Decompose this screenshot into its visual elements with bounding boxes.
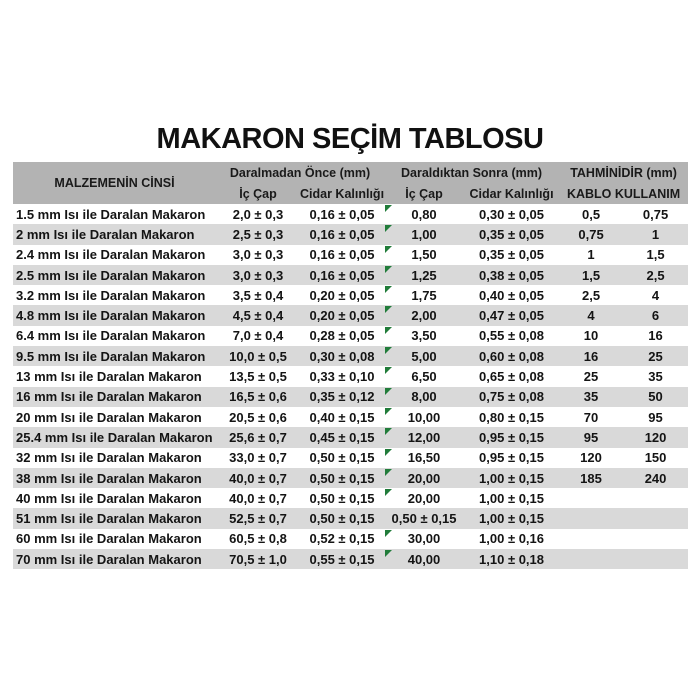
cell-cable-usage-max-value: 35 bbox=[648, 369, 663, 385]
cell-cable-usage-max-value: 95 bbox=[648, 409, 663, 425]
cell-wall-thickness-before bbox=[300, 427, 384, 447]
cell-inner-diameter-before bbox=[216, 549, 300, 569]
cell-wall-thickness-after bbox=[464, 305, 559, 325]
cell-inner-diameter-after bbox=[384, 529, 464, 549]
table-row bbox=[13, 366, 688, 386]
cell-inner-diameter-before-value: 3,5 ± 0,4 bbox=[232, 287, 284, 303]
cell-cable-usage-min bbox=[559, 387, 623, 407]
cell-cable-usage-max-value: 1 bbox=[651, 226, 660, 242]
cell-wall-thickness-after bbox=[464, 204, 559, 224]
cell-inner-diameter-after bbox=[384, 265, 464, 285]
cell-wall-thickness-before bbox=[300, 448, 384, 468]
cell-inner-diameter-after-value: 8,00 bbox=[411, 389, 437, 405]
cell-inner-diameter-after-value: 0,80 bbox=[411, 206, 437, 222]
cell-cable-usage-min-value: 95 bbox=[583, 429, 599, 445]
cell-inner-diameter-before-value: 4,5 ± 0,4 bbox=[232, 308, 284, 324]
cell-wall-thickness-before-value: 0,35 ± 0,12 bbox=[309, 389, 375, 405]
cell-wall-thickness-after bbox=[464, 346, 559, 366]
cell-inner-diameter-after-value: 0,50 ± 0,15 bbox=[391, 511, 457, 527]
cell-inner-diameter-after bbox=[384, 407, 464, 427]
cell-material-value: 40 mm Isı ile Daralan Makaron bbox=[16, 490, 202, 506]
table-row bbox=[13, 488, 688, 508]
cell-material bbox=[13, 285, 216, 305]
cell-cable-usage-min-value: 10 bbox=[583, 328, 599, 344]
cell-inner-diameter-before-value: 3,0 ± 0,3 bbox=[232, 267, 284, 283]
cell-wall-thickness-before bbox=[300, 387, 384, 407]
cell-wall-thickness-before-value: 0,50 ± 0,15 bbox=[309, 470, 375, 486]
green-corner-marker-icon bbox=[385, 367, 392, 374]
table-row bbox=[13, 305, 688, 325]
cell-inner-diameter-before bbox=[216, 407, 300, 427]
cell-cable-usage-max-value: 120 bbox=[644, 429, 667, 445]
cell-material bbox=[13, 305, 216, 325]
green-corner-marker-icon bbox=[385, 286, 392, 293]
cell-material bbox=[13, 224, 216, 244]
cell-wall-thickness-after bbox=[464, 326, 559, 346]
table-row bbox=[13, 529, 688, 549]
header-group-after-shrink: Daraldıktan Sonra (mm) bbox=[384, 162, 559, 183]
cell-wall-thickness-before-value: 0,50 ± 0,15 bbox=[309, 490, 375, 506]
header-inner-diameter-after: İç Çap bbox=[384, 183, 464, 204]
cell-material-value: 13 mm Isı ile Daralan Makaron bbox=[16, 369, 202, 385]
green-corner-marker-icon bbox=[385, 306, 392, 313]
green-corner-marker-icon bbox=[385, 205, 392, 212]
cell-wall-thickness-before-value: 0,33 ± 0,10 bbox=[309, 369, 375, 385]
cell-cable-usage-min bbox=[559, 529, 623, 549]
cell-inner-diameter-after bbox=[384, 488, 464, 508]
cell-cable-usage-min-value: 35 bbox=[583, 389, 599, 405]
cell-wall-thickness-before bbox=[300, 285, 384, 305]
cell-material-value: 51 mm Isı ile Daralan Makaron bbox=[16, 511, 202, 527]
cell-wall-thickness-after-value: 0,55 ± 0,08 bbox=[479, 328, 544, 344]
cell-wall-thickness-after-value: 1,00 ± 0,15 bbox=[479, 470, 544, 486]
cell-wall-thickness-before-value: 0,50 ± 0,15 bbox=[309, 450, 375, 466]
cell-wall-thickness-after bbox=[464, 427, 559, 447]
cell-wall-thickness-after-value: 0,35 ± 0,05 bbox=[479, 247, 544, 263]
cell-wall-thickness-after bbox=[464, 549, 559, 569]
cell-wall-thickness-before-value: 0,50 ± 0,15 bbox=[309, 511, 375, 527]
cell-inner-diameter-after-value: 1,00 bbox=[411, 226, 437, 242]
cell-material bbox=[13, 326, 216, 346]
header-inner-diameter-before: İç Çap bbox=[216, 183, 300, 204]
cell-wall-thickness-after bbox=[464, 224, 559, 244]
green-corner-marker-icon bbox=[385, 428, 392, 435]
header-group-estimate: TAHMİNİDİR (mm) bbox=[559, 162, 688, 183]
cell-inner-diameter-before-value: 7,0 ± 0,4 bbox=[232, 328, 284, 344]
table-row bbox=[13, 204, 688, 224]
cell-inner-diameter-after bbox=[384, 305, 464, 325]
green-corner-marker-icon bbox=[385, 530, 392, 537]
cell-cable-usage-min-value: 0,75 bbox=[578, 226, 604, 242]
cell-inner-diameter-before-value: 40,0 ± 0,7 bbox=[229, 490, 287, 506]
cell-inner-diameter-after-value: 16,50 bbox=[407, 450, 441, 466]
cell-wall-thickness-after-value: 0,65 ± 0,08 bbox=[479, 369, 544, 385]
cell-inner-diameter-after bbox=[384, 204, 464, 224]
cell-cable-usage-max bbox=[623, 427, 688, 447]
cell-inner-diameter-after bbox=[384, 326, 464, 346]
cell-wall-thickness-before-value: 0,28 ± 0,05 bbox=[309, 328, 375, 344]
cell-material-value: 70 mm Isı ile Daralan Makaron bbox=[16, 551, 202, 567]
cell-inner-diameter-before bbox=[216, 265, 300, 285]
cell-wall-thickness-after-value: 0,30 ± 0,05 bbox=[479, 206, 544, 222]
cell-inner-diameter-after bbox=[384, 387, 464, 407]
green-corner-marker-icon bbox=[385, 449, 392, 456]
cell-inner-diameter-after bbox=[384, 346, 464, 366]
cell-inner-diameter-before-value: 10,0 ± 0,5 bbox=[229, 348, 287, 364]
cell-inner-diameter-before-value: 3,0 ± 0,3 bbox=[232, 247, 284, 263]
cell-wall-thickness-after bbox=[464, 366, 559, 386]
table-row bbox=[13, 387, 688, 407]
cell-inner-diameter-before bbox=[216, 448, 300, 468]
cell-cable-usage-min bbox=[559, 285, 623, 305]
cell-cable-usage-max bbox=[623, 326, 688, 346]
cell-material-value: 1.5 mm Isı ile Daralan Makaron bbox=[16, 206, 206, 222]
cell-cable-usage-min bbox=[559, 427, 623, 447]
cell-wall-thickness-before-value: 0,40 ± 0,15 bbox=[309, 409, 375, 425]
cell-wall-thickness-after-value: 0,47 ± 0,05 bbox=[479, 308, 544, 324]
cell-inner-diameter-after-value: 1,75 bbox=[411, 287, 437, 303]
cell-cable-usage-max-value: 25 bbox=[648, 348, 663, 364]
cell-cable-usage-min bbox=[559, 265, 623, 285]
green-corner-marker-icon bbox=[385, 489, 392, 496]
cell-inner-diameter-after-value: 6,50 bbox=[411, 369, 437, 385]
cell-cable-usage-max bbox=[623, 265, 688, 285]
cell-inner-diameter-after bbox=[384, 508, 464, 528]
header-material-type: MALZEMENİN CİNSİ bbox=[13, 162, 216, 204]
cell-wall-thickness-before-value: 0,16 ± 0,05 bbox=[309, 267, 375, 283]
cell-cable-usage-max bbox=[623, 366, 688, 386]
header-row-groups bbox=[13, 162, 688, 183]
cell-cable-usage-max bbox=[623, 529, 688, 549]
table-row bbox=[13, 346, 688, 366]
cell-cable-usage-min-value: 1,5 bbox=[581, 267, 601, 283]
cell-cable-usage-max bbox=[623, 448, 688, 468]
table-row bbox=[13, 407, 688, 427]
cell-wall-thickness-before-value: 0,30 ± 0,08 bbox=[309, 348, 375, 364]
cell-inner-diameter-after-value: 1,25 bbox=[411, 267, 437, 283]
cell-cable-usage-min bbox=[559, 508, 623, 528]
cell-wall-thickness-before bbox=[300, 265, 384, 285]
page-title: MAKARON SEÇİM TABLOSU bbox=[156, 123, 544, 155]
table-body bbox=[13, 204, 688, 569]
cell-wall-thickness-before-value: 0,16 ± 0,05 bbox=[309, 226, 375, 242]
cell-inner-diameter-after-value: 20,00 bbox=[407, 490, 441, 506]
cell-material bbox=[13, 488, 216, 508]
cell-cable-usage-max bbox=[623, 387, 688, 407]
cell-material bbox=[13, 508, 216, 528]
cell-inner-diameter-before bbox=[216, 305, 300, 325]
cell-inner-diameter-before-value: 16,5 ± 0,6 bbox=[229, 389, 287, 405]
cell-cable-usage-min-value: 120 bbox=[580, 450, 602, 466]
cell-cable-usage-max-value: 6 bbox=[651, 308, 660, 324]
cell-cable-usage-min bbox=[559, 407, 623, 427]
cell-wall-thickness-before bbox=[300, 366, 384, 386]
cell-inner-diameter-before bbox=[216, 245, 300, 265]
cell-wall-thickness-before bbox=[300, 488, 384, 508]
cell-cable-usage-min bbox=[559, 326, 623, 346]
cell-cable-usage-max bbox=[623, 549, 688, 569]
table-row bbox=[13, 427, 688, 447]
cell-cable-usage-min-value: 16 bbox=[583, 348, 599, 364]
green-corner-marker-icon bbox=[385, 266, 392, 273]
cell-cable-usage-max bbox=[623, 285, 688, 305]
cell-inner-diameter-before bbox=[216, 529, 300, 549]
cell-wall-thickness-after-value: 0,75 ± 0,08 bbox=[479, 389, 544, 405]
cell-inner-diameter-before bbox=[216, 346, 300, 366]
table-row bbox=[13, 285, 688, 305]
cell-material-value: 25.4 mm Isı ile Daralan Makaron bbox=[16, 429, 213, 445]
cell-cable-usage-min bbox=[559, 346, 623, 366]
cell-cable-usage-max-value: 4 bbox=[651, 287, 660, 303]
cell-material bbox=[13, 366, 216, 386]
cell-cable-usage-min-value: 4 bbox=[587, 308, 595, 324]
cell-cable-usage-max bbox=[623, 508, 688, 528]
cell-inner-diameter-before bbox=[216, 285, 300, 305]
cell-wall-thickness-before-value: 0,45 ± 0,15 bbox=[309, 429, 375, 445]
cell-cable-usage-max bbox=[623, 346, 688, 366]
cell-material-value: 2.4 mm Isı ile Daralan Makaron bbox=[16, 247, 206, 263]
cell-wall-thickness-before bbox=[300, 245, 384, 265]
cell-inner-diameter-before-value: 2,5 ± 0,3 bbox=[232, 226, 284, 242]
cell-cable-usage-min bbox=[559, 204, 623, 224]
cell-wall-thickness-before bbox=[300, 224, 384, 244]
cell-inner-diameter-before-value: 2,0 ± 0,3 bbox=[232, 206, 284, 222]
cell-wall-thickness-before-value: 0,20 ± 0,05 bbox=[309, 308, 375, 324]
cell-inner-diameter-after-value: 2,00 bbox=[411, 308, 437, 324]
green-corner-marker-icon bbox=[385, 388, 392, 395]
cell-cable-usage-min-value: 0,5 bbox=[581, 206, 601, 222]
cell-inner-diameter-after-value: 20,00 bbox=[407, 470, 441, 486]
cell-inner-diameter-after-value: 5,00 bbox=[411, 348, 437, 364]
header-cable-usage: KABLO KULLANIM bbox=[559, 183, 688, 204]
cell-inner-diameter-before bbox=[216, 427, 300, 447]
cell-material-value: 60 mm Isı ile Daralan Makaron bbox=[16, 531, 202, 547]
cell-cable-usage-min bbox=[559, 468, 623, 488]
cell-cable-usage-min-value: 70 bbox=[583, 409, 599, 425]
table-row bbox=[13, 245, 688, 265]
cell-cable-usage-min bbox=[559, 245, 623, 265]
cell-wall-thickness-after bbox=[464, 245, 559, 265]
cell-cable-usage-max-value: 1,5 bbox=[646, 247, 665, 263]
cell-cable-usage-min-value: 185 bbox=[580, 470, 602, 486]
table-row bbox=[13, 508, 688, 528]
cell-wall-thickness-before bbox=[300, 468, 384, 488]
cell-inner-diameter-after-value: 12,00 bbox=[407, 429, 441, 445]
cell-inner-diameter-after bbox=[384, 366, 464, 386]
cell-material-value: 6.4 mm Isı ile Daralan Makaron bbox=[16, 328, 206, 344]
cell-cable-usage-min bbox=[559, 305, 623, 325]
cell-wall-thickness-after bbox=[464, 387, 559, 407]
cell-material bbox=[13, 549, 216, 569]
cell-inner-diameter-after-value: 30,00 bbox=[407, 531, 441, 547]
cell-wall-thickness-before bbox=[300, 346, 384, 366]
cell-wall-thickness-after-value: 1,00 ± 0,15 bbox=[479, 490, 544, 506]
cell-cable-usage-max-value: 16 bbox=[648, 328, 663, 344]
cell-inner-diameter-before bbox=[216, 326, 300, 346]
cell-material bbox=[13, 387, 216, 407]
cell-wall-thickness-after bbox=[464, 508, 559, 528]
cell-wall-thickness-before bbox=[300, 326, 384, 346]
cell-inner-diameter-before-value: 70,5 ± 1,0 bbox=[229, 551, 287, 567]
cell-material-value: 32 mm Isı ile Daralan Makaron bbox=[16, 450, 202, 466]
cell-wall-thickness-before-value: 0,20 ± 0,05 bbox=[309, 287, 375, 303]
cell-material bbox=[13, 245, 216, 265]
cell-material bbox=[13, 529, 216, 549]
cell-inner-diameter-after bbox=[384, 427, 464, 447]
cell-inner-diameter-after bbox=[384, 549, 464, 569]
cell-wall-thickness-before-value: 0,55 ± 0,15 bbox=[309, 551, 375, 567]
cell-cable-usage-min-value: 2,5 bbox=[581, 287, 601, 303]
green-corner-marker-icon bbox=[385, 469, 392, 476]
cell-cable-usage-max-value: 50 bbox=[648, 389, 663, 405]
header-group-before-shrink: Daralmadan Önce (mm) bbox=[216, 162, 384, 183]
cell-inner-diameter-before-value: 25,6 ± 0,7 bbox=[229, 429, 287, 445]
cell-material bbox=[13, 346, 216, 366]
cell-material-value: 4.8 mm Isı ile Daralan Makaron bbox=[16, 308, 206, 324]
cell-wall-thickness-after bbox=[464, 529, 559, 549]
table-header bbox=[13, 162, 688, 204]
cell-inner-diameter-after bbox=[384, 285, 464, 305]
cell-wall-thickness-after bbox=[464, 407, 559, 427]
cell-inner-diameter-after-value: 10,00 bbox=[407, 409, 441, 425]
green-corner-marker-icon bbox=[385, 347, 392, 354]
cell-inner-diameter-after bbox=[384, 224, 464, 244]
green-corner-marker-icon bbox=[385, 246, 392, 253]
cell-inner-diameter-before bbox=[216, 224, 300, 244]
cell-material bbox=[13, 427, 216, 447]
table-row bbox=[13, 265, 688, 285]
cell-cable-usage-max bbox=[623, 305, 688, 325]
header-wall-thickness-after: Cidar Kalınlığı bbox=[464, 183, 559, 204]
table-row bbox=[13, 224, 688, 244]
cell-wall-thickness-after-value: 1,10 ± 0,18 bbox=[479, 551, 544, 567]
cell-wall-thickness-after-value: 0,95 ± 0,15 bbox=[479, 429, 544, 445]
table-row bbox=[13, 549, 688, 569]
cell-wall-thickness-before-value: 0,16 ± 0,05 bbox=[309, 247, 375, 263]
cell-cable-usage-max-value: 150 bbox=[644, 450, 667, 466]
cell-material-value: 16 mm Isı ile Daralan Makaron bbox=[16, 389, 202, 405]
cell-material bbox=[13, 468, 216, 488]
cell-inner-diameter-before-value: 13,5 ± 0,5 bbox=[229, 369, 287, 385]
cell-cable-usage-max bbox=[623, 488, 688, 508]
cell-cable-usage-max bbox=[623, 245, 688, 265]
cell-cable-usage-max bbox=[623, 224, 688, 244]
cell-wall-thickness-before bbox=[300, 529, 384, 549]
cell-wall-thickness-after-value: 0,35 ± 0,05 bbox=[479, 226, 544, 242]
cell-wall-thickness-after-value: 1,00 ± 0,16 bbox=[479, 531, 544, 547]
cell-material bbox=[13, 204, 216, 224]
cell-cable-usage-max-value: 0,75 bbox=[642, 206, 669, 222]
cell-inner-diameter-after bbox=[384, 448, 464, 468]
cell-cable-usage-min bbox=[559, 366, 623, 386]
cell-material bbox=[13, 448, 216, 468]
green-corner-marker-icon bbox=[385, 550, 392, 557]
cell-wall-thickness-after-value: 0,80 ± 0,15 bbox=[479, 409, 544, 425]
cell-wall-thickness-after-value: 0,40 ± 0,05 bbox=[479, 287, 544, 303]
cell-cable-usage-min-value: 25 bbox=[583, 369, 599, 385]
cell-wall-thickness-after-value: 1,00 ± 0,15 bbox=[479, 511, 544, 527]
cell-material bbox=[13, 407, 216, 427]
cell-inner-diameter-after-value: 1,50 bbox=[411, 247, 437, 263]
makaron-selection-table bbox=[13, 162, 688, 569]
cell-inner-diameter-before-value: 33,0 ± 0,7 bbox=[229, 450, 287, 466]
cell-wall-thickness-before-value: 0,16 ± 0,05 bbox=[309, 206, 375, 222]
cell-inner-diameter-after bbox=[384, 245, 464, 265]
cell-inner-diameter-before bbox=[216, 508, 300, 528]
cell-inner-diameter-before-value: 20,5 ± 0,6 bbox=[229, 409, 287, 425]
header-wall-thickness-before: Cidar Kalınlığı bbox=[300, 183, 384, 204]
cell-material bbox=[13, 265, 216, 285]
cell-wall-thickness-after bbox=[464, 448, 559, 468]
cell-wall-thickness-before bbox=[300, 407, 384, 427]
cell-wall-thickness-before-value: 0,52 ± 0,15 bbox=[309, 531, 375, 547]
cell-cable-usage-max-value: 240 bbox=[644, 470, 667, 486]
cell-cable-usage-min bbox=[559, 488, 623, 508]
cell-inner-diameter-after-value: 40,00 bbox=[407, 551, 441, 567]
cell-cable-usage-max bbox=[623, 204, 688, 224]
cell-wall-thickness-after bbox=[464, 285, 559, 305]
table-row bbox=[13, 448, 688, 468]
cell-inner-diameter-before bbox=[216, 204, 300, 224]
cell-inner-diameter-before-value: 60,5 ± 0,8 bbox=[229, 531, 287, 547]
cell-wall-thickness-before bbox=[300, 305, 384, 325]
cell-inner-diameter-before-value: 52,5 ± 0,7 bbox=[229, 511, 287, 527]
cell-inner-diameter-after bbox=[384, 468, 464, 488]
cell-inner-diameter-after-value: 3,50 bbox=[411, 328, 437, 344]
cell-wall-thickness-after-value: 0,38 ± 0,05 bbox=[479, 267, 544, 283]
cell-cable-usage-min bbox=[559, 224, 623, 244]
cell-wall-thickness-after bbox=[464, 265, 559, 285]
cell-material-value: 20 mm Isı ile Daralan Makaron bbox=[16, 409, 202, 425]
cell-wall-thickness-after bbox=[464, 468, 559, 488]
cell-material-value: 3.2 mm Isı ile Daralan Makaron bbox=[16, 287, 206, 303]
cell-wall-thickness-after bbox=[464, 488, 559, 508]
cell-wall-thickness-before bbox=[300, 549, 384, 569]
cell-inner-diameter-before-value: 40,0 ± 0,7 bbox=[229, 470, 287, 486]
cell-inner-diameter-before bbox=[216, 468, 300, 488]
cell-cable-usage-max-value: 2,5 bbox=[646, 267, 665, 283]
cell-wall-thickness-before bbox=[300, 508, 384, 528]
cell-cable-usage-max bbox=[623, 407, 688, 427]
cell-inner-diameter-before bbox=[216, 387, 300, 407]
green-corner-marker-icon bbox=[385, 408, 392, 415]
cell-material-value: 38 mm Isı ile Daralan Makaron bbox=[16, 470, 202, 486]
cell-inner-diameter-before bbox=[216, 366, 300, 386]
green-corner-marker-icon bbox=[385, 327, 392, 334]
cell-wall-thickness-before bbox=[300, 204, 384, 224]
green-corner-marker-icon bbox=[385, 225, 392, 232]
cell-cable-usage-max bbox=[623, 468, 688, 488]
table-row bbox=[13, 326, 688, 346]
cell-cable-usage-min bbox=[559, 448, 623, 468]
cell-wall-thickness-after-value: 0,60 ± 0,08 bbox=[479, 348, 544, 364]
table-row bbox=[13, 468, 688, 488]
cell-material-value: 2 mm Isı ile Daralan Makaron bbox=[16, 226, 195, 242]
cell-wall-thickness-after-value: 0,95 ± 0,15 bbox=[479, 450, 544, 466]
cell-cable-usage-min-value: 1 bbox=[587, 247, 595, 263]
cell-material-value: 9.5 mm Isı ile Daralan Makaron bbox=[16, 348, 206, 364]
cell-material-value: 2.5 mm Isı ile Daralan Makaron bbox=[16, 267, 206, 283]
cell-inner-diameter-before bbox=[216, 488, 300, 508]
cell-cable-usage-min bbox=[559, 549, 623, 569]
